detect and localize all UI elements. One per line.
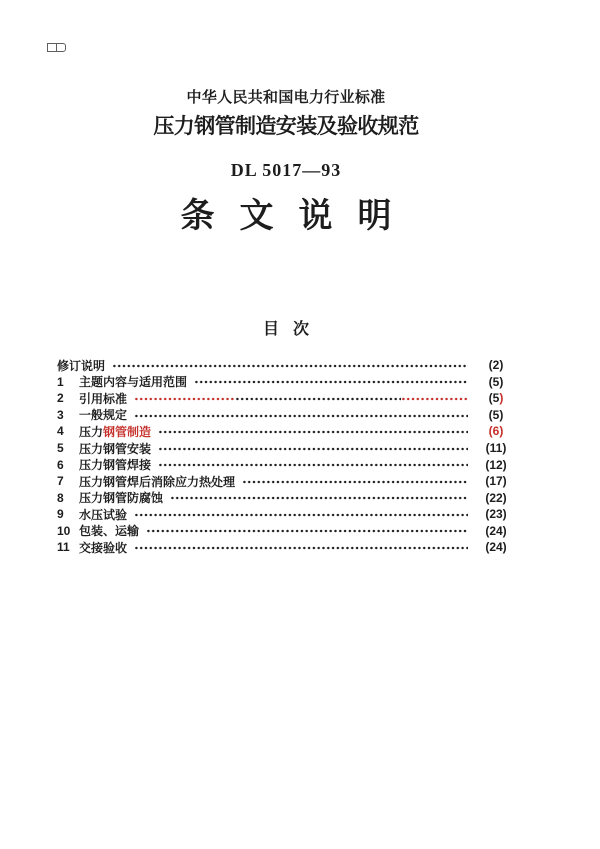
toc-entry-number: 10 (57, 523, 71, 538)
dot-leader-black-segment (235, 390, 401, 407)
toc-page-number-part: ) (499, 391, 504, 406)
toc-row (57, 456, 519, 473)
toc-entry-number: 1 (57, 374, 64, 389)
toc-row (57, 539, 519, 556)
toc-page-number: (5) (488, 374, 504, 389)
toc-entry-title: 包装、运输 (79, 524, 140, 539)
dot-leader (112, 357, 468, 374)
toc-page-number: (24) (485, 540, 507, 555)
toc-entry-number: 3 (57, 407, 64, 422)
toc-row (57, 407, 519, 424)
toc-entry-title: 修订说明 (57, 358, 106, 373)
dot-leader (158, 423, 468, 440)
toc-page-number: (23) (485, 507, 507, 522)
toc-page-number-part: (5 (488, 391, 500, 406)
document-title: 压力钢管制造安装及验收规范 (153, 115, 419, 138)
toc-row (57, 374, 519, 391)
toc-row (57, 506, 519, 523)
dot-leader (158, 456, 468, 473)
toc-row (57, 489, 519, 506)
toc-entry-number: 5 (57, 441, 64, 455)
dot-leader (134, 407, 468, 424)
toc-entry-number: 6 (57, 457, 64, 472)
toc-entry-title: 压力钢管防腐蚀 (79, 491, 164, 506)
toc-row (57, 473, 519, 490)
toc-page-number: (6) (488, 424, 504, 439)
toc-entry-number: 7 (57, 474, 64, 489)
toc-entry-number: 8 (57, 490, 64, 505)
toc-entry-title: 主题内容与适用范围 (79, 375, 188, 390)
toc-entry-number: 11 (57, 540, 70, 555)
dot-leader (242, 473, 468, 490)
toc-entry-title: 引用标准 (79, 391, 128, 406)
dot-leader (134, 390, 468, 407)
toc-entry-number: 2 (57, 391, 64, 406)
toc-page-number: (24) (485, 523, 507, 538)
toc-row (57, 440, 519, 457)
toc-entry-title: 交接验收 (79, 540, 128, 555)
toc-entry-title: 压力钢管安装 (79, 441, 152, 456)
dot-leader (134, 539, 468, 556)
dot-leader (134, 506, 468, 523)
toc-entry-title-part: 钢管制造 (103, 424, 152, 439)
standard-number: DL 5017—93 (230, 160, 342, 180)
toc-page-number: (5) (488, 407, 504, 422)
toc-entry-title: 水压试验 (79, 507, 128, 522)
dot-leader (146, 522, 468, 539)
toc-entry-title: 一般规定 (79, 408, 128, 423)
toc-entry-number: 9 (57, 507, 64, 522)
document-subtitle: 条文说明 (180, 197, 417, 235)
toc-page-number: (12) (485, 457, 507, 472)
toc-page-number: (22) (485, 490, 507, 505)
toc-row (57, 390, 519, 407)
toc-entry-title: 压力钢管焊后消除应力热处理 (79, 474, 236, 489)
toc-heading: 目次 (262, 321, 323, 338)
toc-row (57, 423, 519, 440)
table-of-contents (57, 357, 519, 556)
toc-page-number: (2) (488, 358, 504, 373)
square-mark-icon (56, 43, 66, 52)
toc-entry-title (79, 423, 151, 440)
dot-leader-red-segment (134, 390, 235, 407)
toc-entry-title-part: 压力 (79, 424, 104, 439)
toc-page-number: (11) (485, 441, 507, 455)
dot-leader (170, 489, 468, 506)
dot-leader (158, 440, 468, 457)
toc-row (57, 357, 519, 374)
dot-leader (194, 374, 468, 391)
toc-page-number (473, 391, 519, 405)
corner-marks-icon (47, 43, 66, 52)
toc-row (57, 522, 519, 539)
standard-type-heading: 中华人民共和国电力行业标准 (186, 89, 386, 106)
toc-page-number: (17) (485, 474, 507, 489)
dot-leader-red-segment (401, 390, 468, 407)
toc-entry-number: 4 (57, 424, 64, 439)
toc-entry-title: 压力钢管焊接 (79, 458, 152, 473)
